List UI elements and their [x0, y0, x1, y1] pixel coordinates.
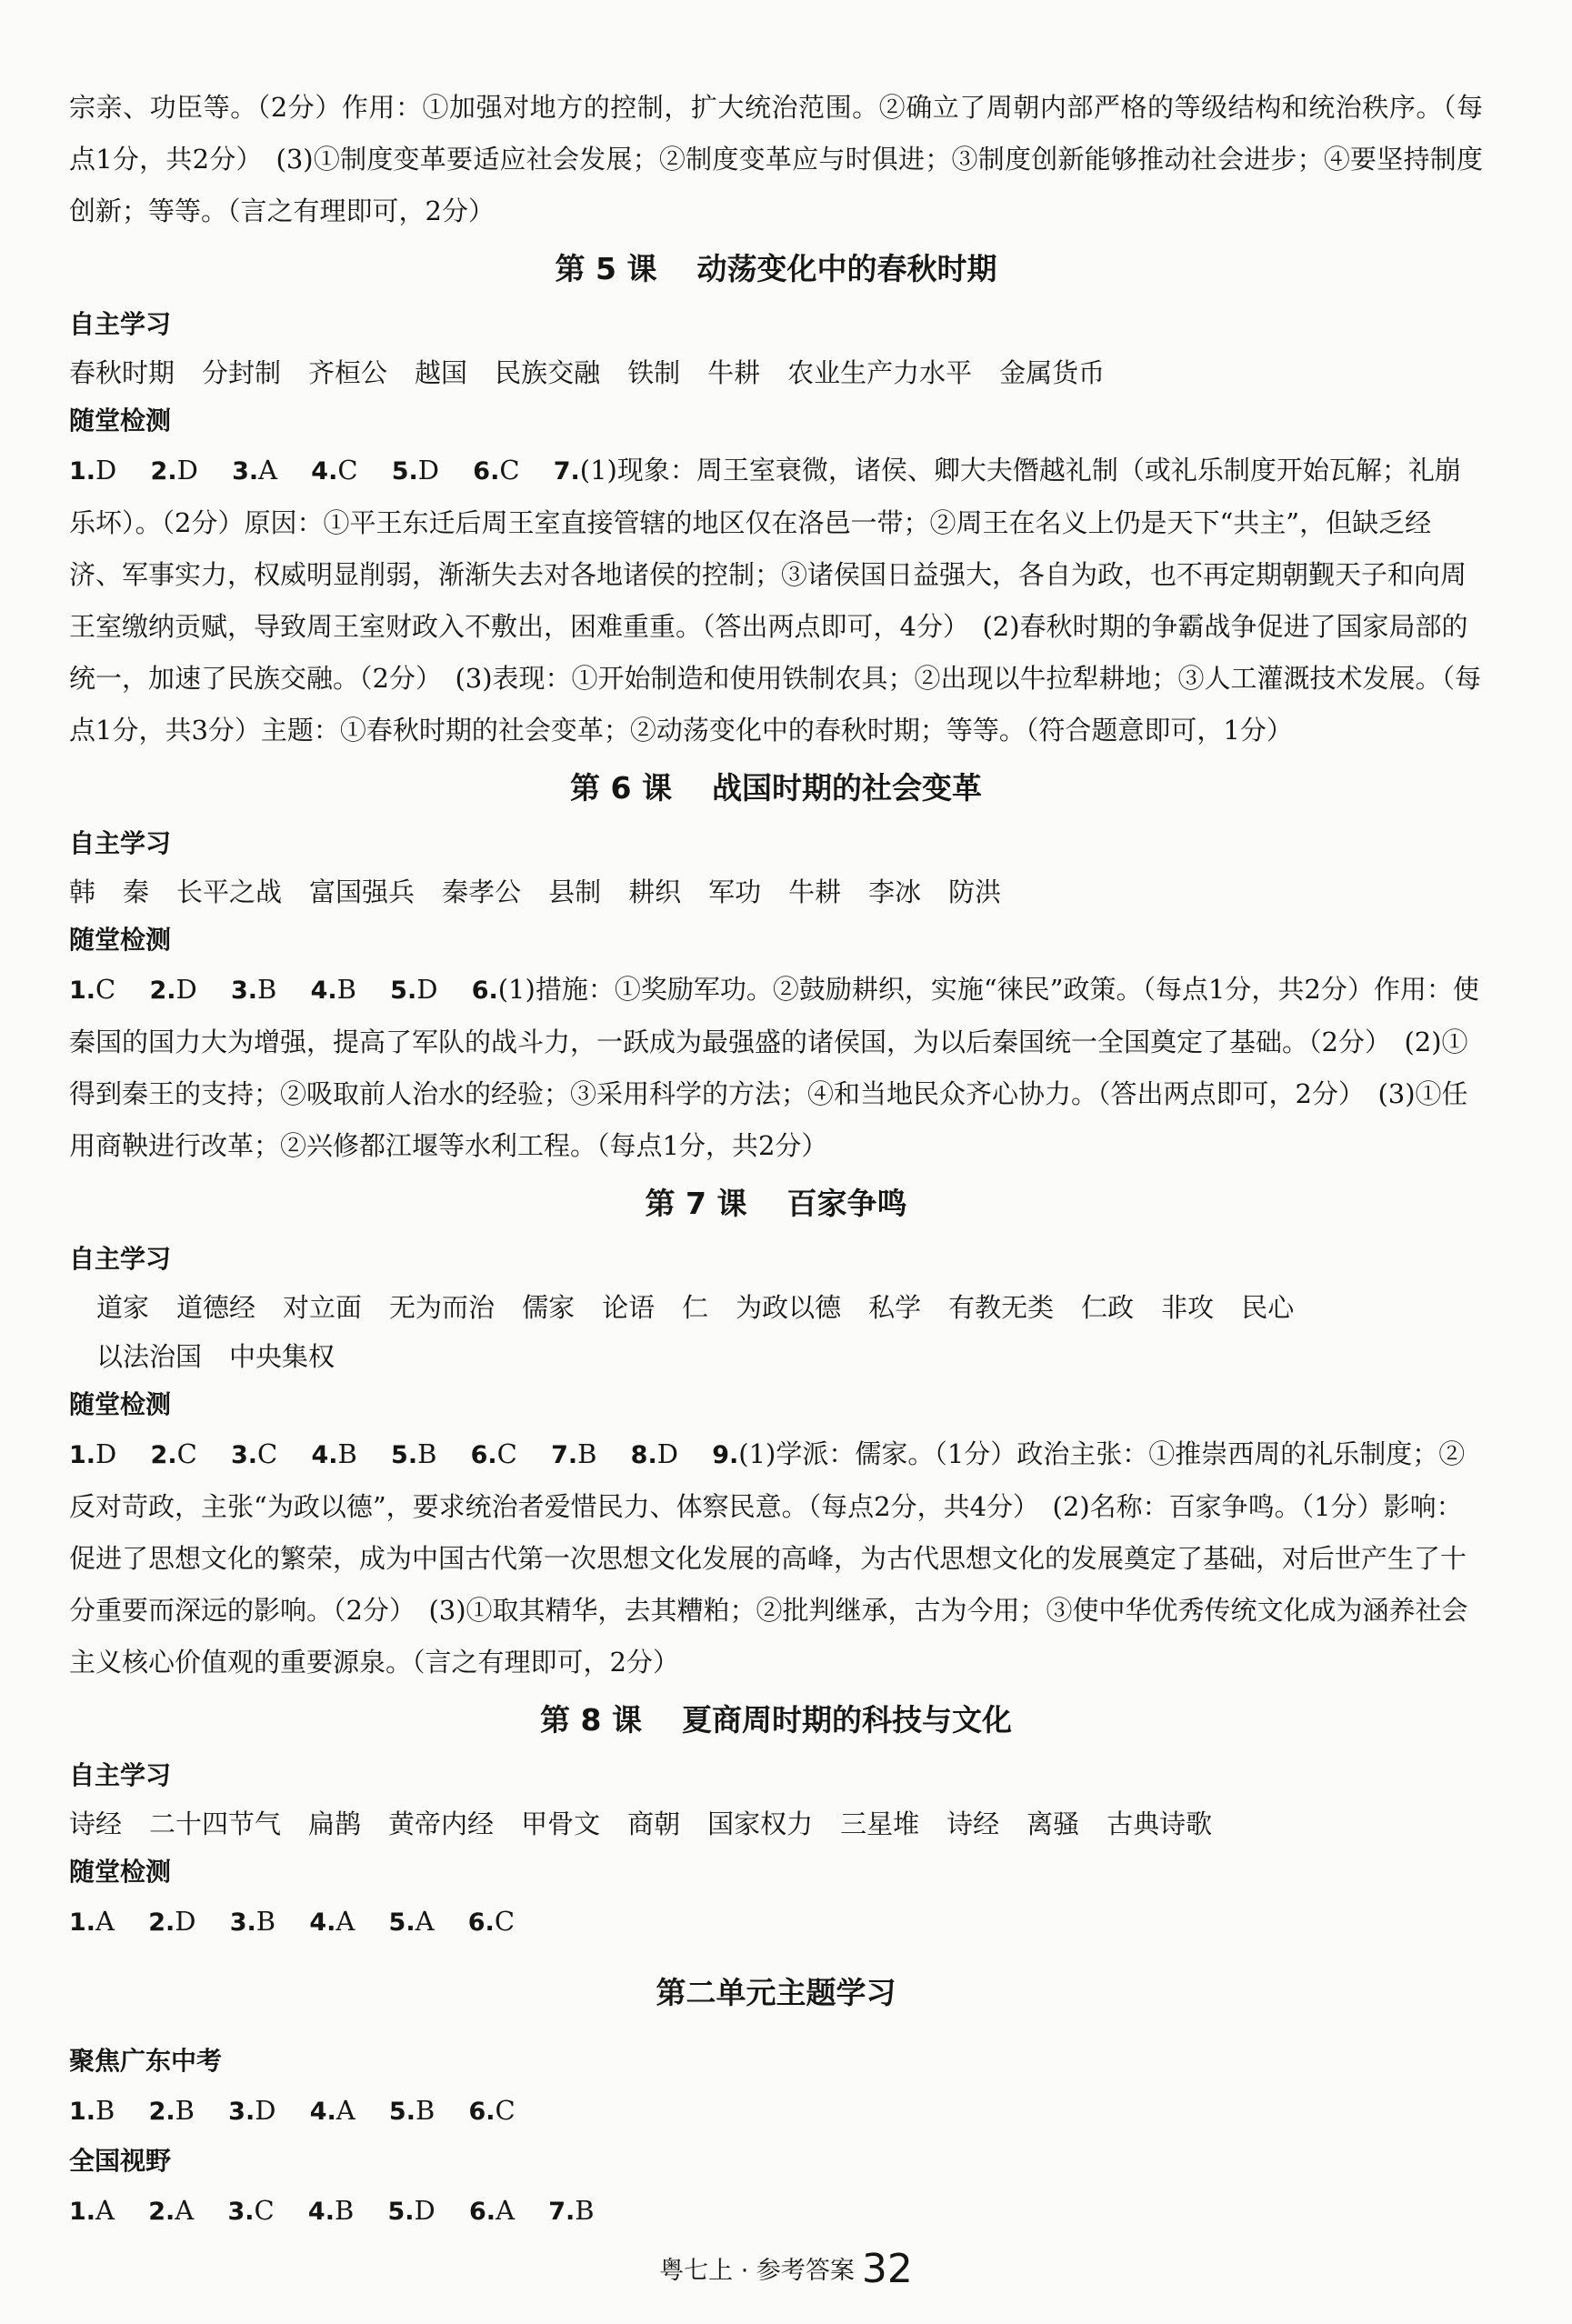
- question-7-answer: (1)现象：周王室衰微，诸侯、卿大夫僭越礼制（或礼乐制度开始瓦解；礼崩乐坏）。（2分）原因：①平王东迁后周王室直接管辖的地区仅在洛邑一带；②周王在名义上仍是天下“共主”，但缺乏经济、军事实力，权威明显削弱，渐渐失去对各地诸侯的控制；③诸侯国日益强大，各自为政，也不再定期朝觐天子和向周王室缴纳贡赋，导致周王室财政入不敷出，困难重重。（答出两点即可，4分） (2)春秋时期的争霸战争促进了国家局部的统一，加速了民族交融。（2分） (3)表现：①开始制造和使用铁制农具；②出现以牛拉犁耕地；③人工灌溉技术发展。（每点1分，共3分）主题：①春秋时期的社会变革；②动荡变化中的春秋时期；等等。（符合题意即可，1分）: [69, 455, 1482, 746]
- choice-answer: C: [495, 2095, 516, 2126]
- term: 县制: [548, 877, 602, 907]
- term: 道德经: [176, 1292, 256, 1323]
- lesson-6-number: 第 6 课: [570, 770, 672, 806]
- lesson-7-answers: [69, 1428, 1483, 1688]
- question-number: 3.: [229, 1908, 256, 1937]
- choice-answer: A: [175, 2195, 195, 2226]
- choice-answer: B: [334, 2195, 355, 2226]
- question-number: 5.: [390, 977, 417, 1005]
- term: 儒家: [522, 1292, 576, 1323]
- lesson-7-self-study-label: 自主学习: [69, 1244, 172, 1274]
- term: 金属货币: [999, 357, 1106, 388]
- term: 以法治国: [96, 1341, 203, 1372]
- intro-paragraph: 宗亲、功臣等。（2分）作用：①加强对地方的控制，扩大统治范围。②确立了周朝内部严格的等级结构和统治秩序。（每点1分，共2分） (3)①制度变革要适应社会发展；②制度变革应与时俱进；③制度创新能够推动社会进步；④要坚持制度创新；等等。（言之有理即可，2分）: [69, 92, 1483, 226]
- choice-answer: C: [496, 1438, 517, 1469]
- question-number: 6.: [468, 2098, 496, 2126]
- lesson-5-answers: [69, 445, 1483, 756]
- term: 民族交融: [495, 357, 601, 388]
- choice-answer: C: [176, 1438, 197, 1469]
- question-number: 2.: [150, 1441, 177, 1469]
- term: 民心: [1241, 1292, 1295, 1323]
- lesson-8-terms: [69, 1799, 1483, 1848]
- term: 铁制: [627, 357, 681, 388]
- term: 甲骨文: [521, 1808, 601, 1839]
- question-number: 4.: [307, 2198, 335, 2226]
- term: 长平之战: [176, 877, 283, 907]
- question-number: 4.: [311, 457, 338, 486]
- term: 耕织: [628, 877, 682, 907]
- question-number: 6.: [467, 1908, 495, 1937]
- term: 无为而治: [389, 1292, 496, 1323]
- choice-answer: D: [176, 455, 198, 486]
- lesson-8-answers: [69, 1896, 1483, 1948]
- question-number: 7.: [551, 1441, 578, 1469]
- page-footer: [0, 2246, 1572, 2292]
- term: 扁鹊: [308, 1808, 362, 1839]
- question-number: 6.: [469, 2198, 496, 2226]
- lesson-5-number: 第 5 课: [555, 251, 657, 286]
- choice-answer: C: [257, 1438, 278, 1469]
- term: 仁政: [1081, 1292, 1135, 1323]
- unit-2-focus-answers: [69, 2085, 1483, 2138]
- lesson-5-heading: [69, 237, 1483, 301]
- choice-answer: A: [95, 2195, 115, 2226]
- term: 春秋时期: [69, 357, 175, 388]
- lesson-8-heading: [69, 1688, 1483, 1752]
- term: 越国: [415, 357, 468, 388]
- choice-answer: B: [175, 2095, 195, 2126]
- choice-answer: D: [414, 2195, 436, 2226]
- choice-answer: D: [656, 1438, 678, 1469]
- term: 为政以德: [736, 1292, 842, 1323]
- footer-label: 粤七上 · 参考答案: [659, 2257, 855, 2285]
- page-content: [69, 82, 1483, 2238]
- term: 二十四节气: [149, 1808, 282, 1839]
- term: 齐桓公: [308, 357, 388, 388]
- question-number: 1.: [69, 977, 96, 1005]
- choice-answer: B: [337, 1438, 357, 1469]
- choice-answer: A: [95, 1906, 115, 1937]
- term: 分封制: [202, 357, 282, 388]
- lesson-5-check-label: 随堂检测: [69, 406, 172, 436]
- question-number: 9.: [712, 1441, 739, 1469]
- question-number: 4.: [309, 2098, 336, 2126]
- question-number: 5.: [387, 2198, 415, 2226]
- choice-answer: A: [258, 455, 278, 486]
- choice-answer: A: [335, 2095, 355, 2126]
- lesson-6-terms: [69, 867, 1483, 917]
- lesson-8-check-label: 随堂检测: [69, 1857, 172, 1887]
- term: 牛耕: [788, 877, 842, 907]
- question-number: 4.: [310, 977, 337, 1005]
- choice-answer: B: [417, 1438, 437, 1469]
- question-number: 3.: [232, 457, 259, 486]
- question-number: 4.: [309, 1908, 336, 1937]
- unit-2-national-answers: [69, 2185, 1483, 2238]
- choice-answer: B: [415, 2095, 436, 2126]
- lesson-8-title: 夏商周时期的科技与文化: [681, 1702, 1012, 1738]
- term: 军功: [708, 877, 762, 907]
- lesson-7-number: 第 7 课: [645, 1186, 747, 1221]
- question-number: 3.: [228, 2098, 255, 2126]
- term: 对立面: [283, 1292, 363, 1323]
- choice-answer: A: [335, 1906, 355, 1937]
- term: 国家权力: [707, 1808, 814, 1839]
- term: 有教无类: [948, 1292, 1055, 1323]
- term: 中央集权: [229, 1341, 335, 1372]
- choice-answer: D: [95, 1438, 117, 1469]
- choice-answer: B: [95, 2095, 115, 2126]
- term: 富国强兵: [309, 877, 416, 907]
- lesson-5-self-study-label: 自主学习: [69, 309, 172, 339]
- question-number: 2.: [150, 457, 177, 486]
- term: 论语: [602, 1292, 656, 1323]
- question-number: 2.: [148, 2198, 175, 2226]
- term: 诗经: [69, 1808, 123, 1839]
- choice-answer: D: [416, 974, 438, 1005]
- term: 黄帝内经: [388, 1808, 495, 1839]
- question-number: 1.: [69, 1441, 96, 1469]
- term: 离骚: [1026, 1808, 1080, 1839]
- choice-answer: C: [337, 455, 358, 486]
- choice-answer: A: [415, 1906, 435, 1937]
- lesson-6-check-label: 随堂检测: [69, 925, 172, 955]
- question-number: 5.: [388, 2098, 416, 2126]
- lesson-6-self-study-label: 自主学习: [69, 828, 172, 858]
- term: 三星堆: [840, 1808, 920, 1839]
- choice-answer: A: [496, 2195, 516, 2226]
- choice-answer: C: [95, 974, 116, 1005]
- question-number: 8.: [630, 1441, 657, 1469]
- question-number: 2.: [148, 1908, 175, 1937]
- unit-2-national-label: 全国视野: [69, 2146, 172, 2176]
- choice-answer: C: [494, 1906, 516, 1937]
- question-6-answer: (1)措施：①奖励军功。②鼓励耕织，实施“徕民”政策。（每点1分，共2分）作用：使秦国的国力大为增强，提高了军队的战斗力，一跃成为最强盛的诸侯国，为以后秦国统一全国奠定了基础。（2分） (2)①得到秦王的支持；②吸取前人治水的经验；③采用科学的方法；④和当地民众齐心协力。（答出两点即可，2分） (3)①任用商鞅进行改革；②兴修都江堰等水利工程。（每点1分，共2分）: [69, 974, 1479, 1161]
- choice-answer: B: [336, 974, 356, 1005]
- question-number: 6.: [471, 977, 498, 1005]
- choice-answer: C: [254, 2195, 275, 2226]
- question-number: 1.: [69, 2098, 96, 2126]
- term: 牛耕: [707, 357, 761, 388]
- term: 韩: [69, 877, 96, 907]
- term: 商朝: [627, 1808, 681, 1839]
- lesson-8-self-study-label: 自主学习: [69, 1760, 172, 1790]
- question-number: 5.: [388, 1908, 416, 1937]
- lesson-7-check-label: 随堂检测: [69, 1389, 172, 1419]
- question-number: 1.: [69, 457, 96, 486]
- term: 私学: [868, 1292, 922, 1323]
- choice-answer: D: [95, 455, 117, 486]
- question-number: 5.: [391, 457, 418, 486]
- term: 李冰: [868, 877, 922, 907]
- lesson-7-terms: [69, 1283, 1483, 1381]
- question-number: 3.: [231, 977, 258, 1005]
- question-number: 7.: [553, 457, 580, 486]
- question-number: 1.: [69, 1908, 96, 1937]
- question-number: 3.: [231, 1441, 258, 1469]
- term: 道家: [96, 1292, 150, 1323]
- lesson-6-heading: [69, 756, 1483, 820]
- question-number: 2.: [148, 2098, 175, 2126]
- choice-answer: D: [255, 2095, 276, 2126]
- term: 古典诗歌: [1106, 1808, 1213, 1839]
- lesson-5-terms: [69, 348, 1483, 397]
- lesson-6-title: 战国时期的社会变革: [711, 770, 982, 806]
- term: 秦: [123, 877, 150, 907]
- term: 农业生产力水平: [787, 357, 973, 388]
- term: 仁: [682, 1292, 709, 1323]
- question-number: 1.: [69, 2198, 96, 2226]
- unit-2-focus-label: 聚焦广东中考: [69, 2046, 223, 2076]
- lesson-7-title: 百家争鸣: [786, 1186, 907, 1221]
- choice-answer: B: [255, 1906, 276, 1937]
- lesson-5-title: 动荡变化中的春秋时期: [696, 251, 997, 286]
- term: 非攻: [1161, 1292, 1215, 1323]
- lesson-6-answers: [69, 964, 1483, 1172]
- question-number: 6.: [470, 1441, 497, 1469]
- choice-answer: B: [577, 1438, 597, 1469]
- term: 防洪: [948, 877, 1002, 907]
- choice-answer: B: [257, 974, 277, 1005]
- choice-answer: D: [417, 455, 440, 486]
- question-number: 4.: [311, 1441, 338, 1469]
- term: 诗经: [946, 1808, 1000, 1839]
- choice-answer: D: [175, 1906, 196, 1937]
- question-number: 6.: [473, 457, 500, 486]
- question-number: 3.: [227, 2198, 255, 2226]
- page-number: 32: [861, 2246, 913, 2292]
- unit-2-heading: 第二单元主题学习: [656, 1975, 896, 2010]
- question-number: 7.: [548, 2198, 576, 2226]
- lesson-7-heading: [69, 1172, 1483, 1236]
- question-9-answer: (1)学派：儒家。（1分）政治主张：①推崇西周的礼乐制度；②反对苛政，主张“为政以德”，要求统治者爱惜民力、体察民意。（每点2分，共4分） (2)名称：百家争鸣。（1分）影响：促进了思想文化的繁荣，成为中国古代第一次思想文化发展的高峰，为古代思想文化的发展奠定了基础，对后世产生了十分重要而深远的影响。（2分） (3)①取其精华，去其糟粕；②批判继承，古为今用；③使中华优秀传统文化成为涵养社会主义核心价值观的重要源泉。（言之有理即可，2分）: [69, 1438, 1468, 1678]
- lesson-8-number: 第 8 课: [540, 1702, 642, 1738]
- question-number: 2.: [149, 977, 176, 1005]
- choice-answer: C: [499, 455, 520, 486]
- choice-answer: D: [175, 974, 197, 1005]
- choice-answer: B: [575, 2195, 595, 2226]
- question-number: 5.: [391, 1441, 418, 1469]
- term: 秦孝公: [442, 877, 522, 907]
